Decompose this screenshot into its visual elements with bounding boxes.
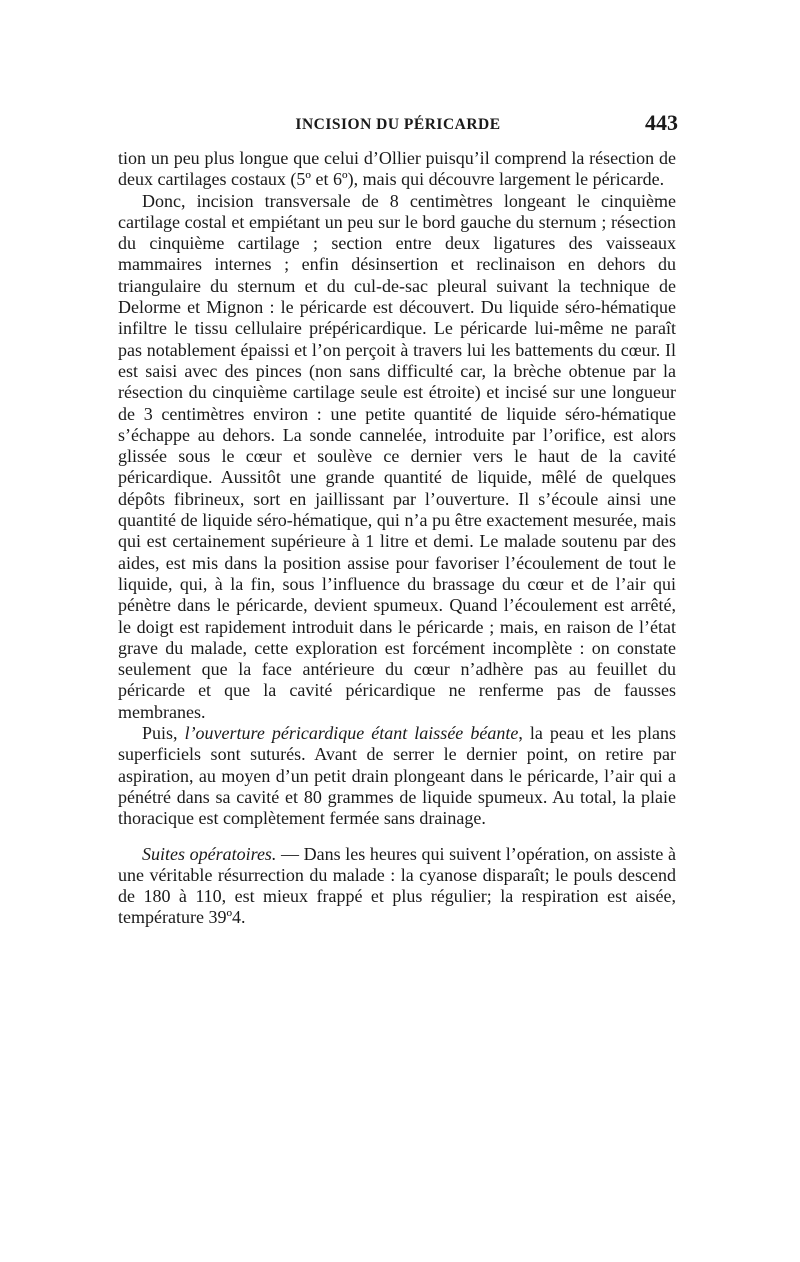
paragraph-suture-italic: l’ouverture péricardique étant laissée béante (184, 723, 519, 744)
paragraph-continuation: tion un peu plus longue que celui d’Ollier puisqu’il comprend la résection de deux cartilages costaux (5º et 6º), mais qui découvre largement le péricarde. (118, 148, 676, 190)
section-heading-suites: Suites opératoires. (142, 843, 277, 864)
body-text (118, 148, 676, 929)
paragraph-suture-lead: Puis, (142, 723, 185, 744)
paragraph-suture-rest: , la peau et les plans superficiels sont suturés. Avant de serrer le dernier point, on retire par aspiration, au moyen d’un petit drain plongeant dans le péricarde, l’air qui a pénétré dans sa cavité et 80 grammes de liquide spumeux. Au total, la plaie thoracique est complètement fermée sans drainage. (118, 723, 676, 829)
paragraph-incision: Donc, incision transversale de 8 centimètres longeant le cinquième cartilage costal et empiétant un peu sur le bord gauche du sternum ; résection du cinquième cartilage ; section entre deux ligatures des vaisseaux mammaires internes ; enfin désinsertion et reclinaison en dehors du triangulaire du sternum et du cul-de-sac pleural suivant la technique de Delorme et Mignon : le péricarde est découvert. Du liquide séro-hématique infiltre le tissu cellulaire prépéricardique. Le péricarde lui-même ne paraît pas notablement épaissi et l’on perçoit à travers lui les battements du cœur. Il est saisi avec des pinces (non sans difficulté car, la brèche obtenue par la résection du cinquième cartilage seule est étroite) et incisé sur une longueur de 3 centimètres environ : une petite quantité de liquide séro-hématique s’échappe au dehors. La sonde cannelée, introduite par l’orifice, est alors glissée sous le cœur et soulève ce dernier vers le haut de la cavité péricardique. Aussitôt une grande quantité de liquide, mêlé de quelques dépôts fibrineux, sort en jaillissant par l’ouverture. Il s’écoule ainsi une quantité de liquide séro-hématique, qui n’a pu être exactement mesurée, mais qui est certainement supérieure à 1 litre et demi. Le malade soutenu par des aides, est mis dans la position assise pour favoriser l’écoulement de tout le liquide, qui, à la fin, sous l’influence du brassage du cœur et de l’air qui pénètre dans le péricarde, devient spumeux. Quand l’écoulement est arrêté, le doigt est rapidement introduit dans le péricarde ; mais, en raison de l’état grave du malade, cette exploration est forcément incomplète : on constate seulement que la face antérieure du cœur n’adhère pas au feuillet du péricarde et que la cavité péricardique ne renferme pas de fausses membranes. (118, 190, 676, 722)
running-title: INCISION DU PÉRICARDE (295, 116, 501, 133)
paragraph-suites (118, 844, 676, 929)
page-number: 443 (645, 110, 678, 135)
page-header (118, 110, 678, 140)
paragraph-suites-text: — Dans les heures qui suivent l’opération, on assiste à une véritable résurrection du malade : la cyanose disparaît; le pouls descend de 180 à 110, est mieux frappé et plus régulier; la respiration est aisée, température 39º4. (118, 843, 676, 928)
paragraph-suture (118, 723, 676, 829)
